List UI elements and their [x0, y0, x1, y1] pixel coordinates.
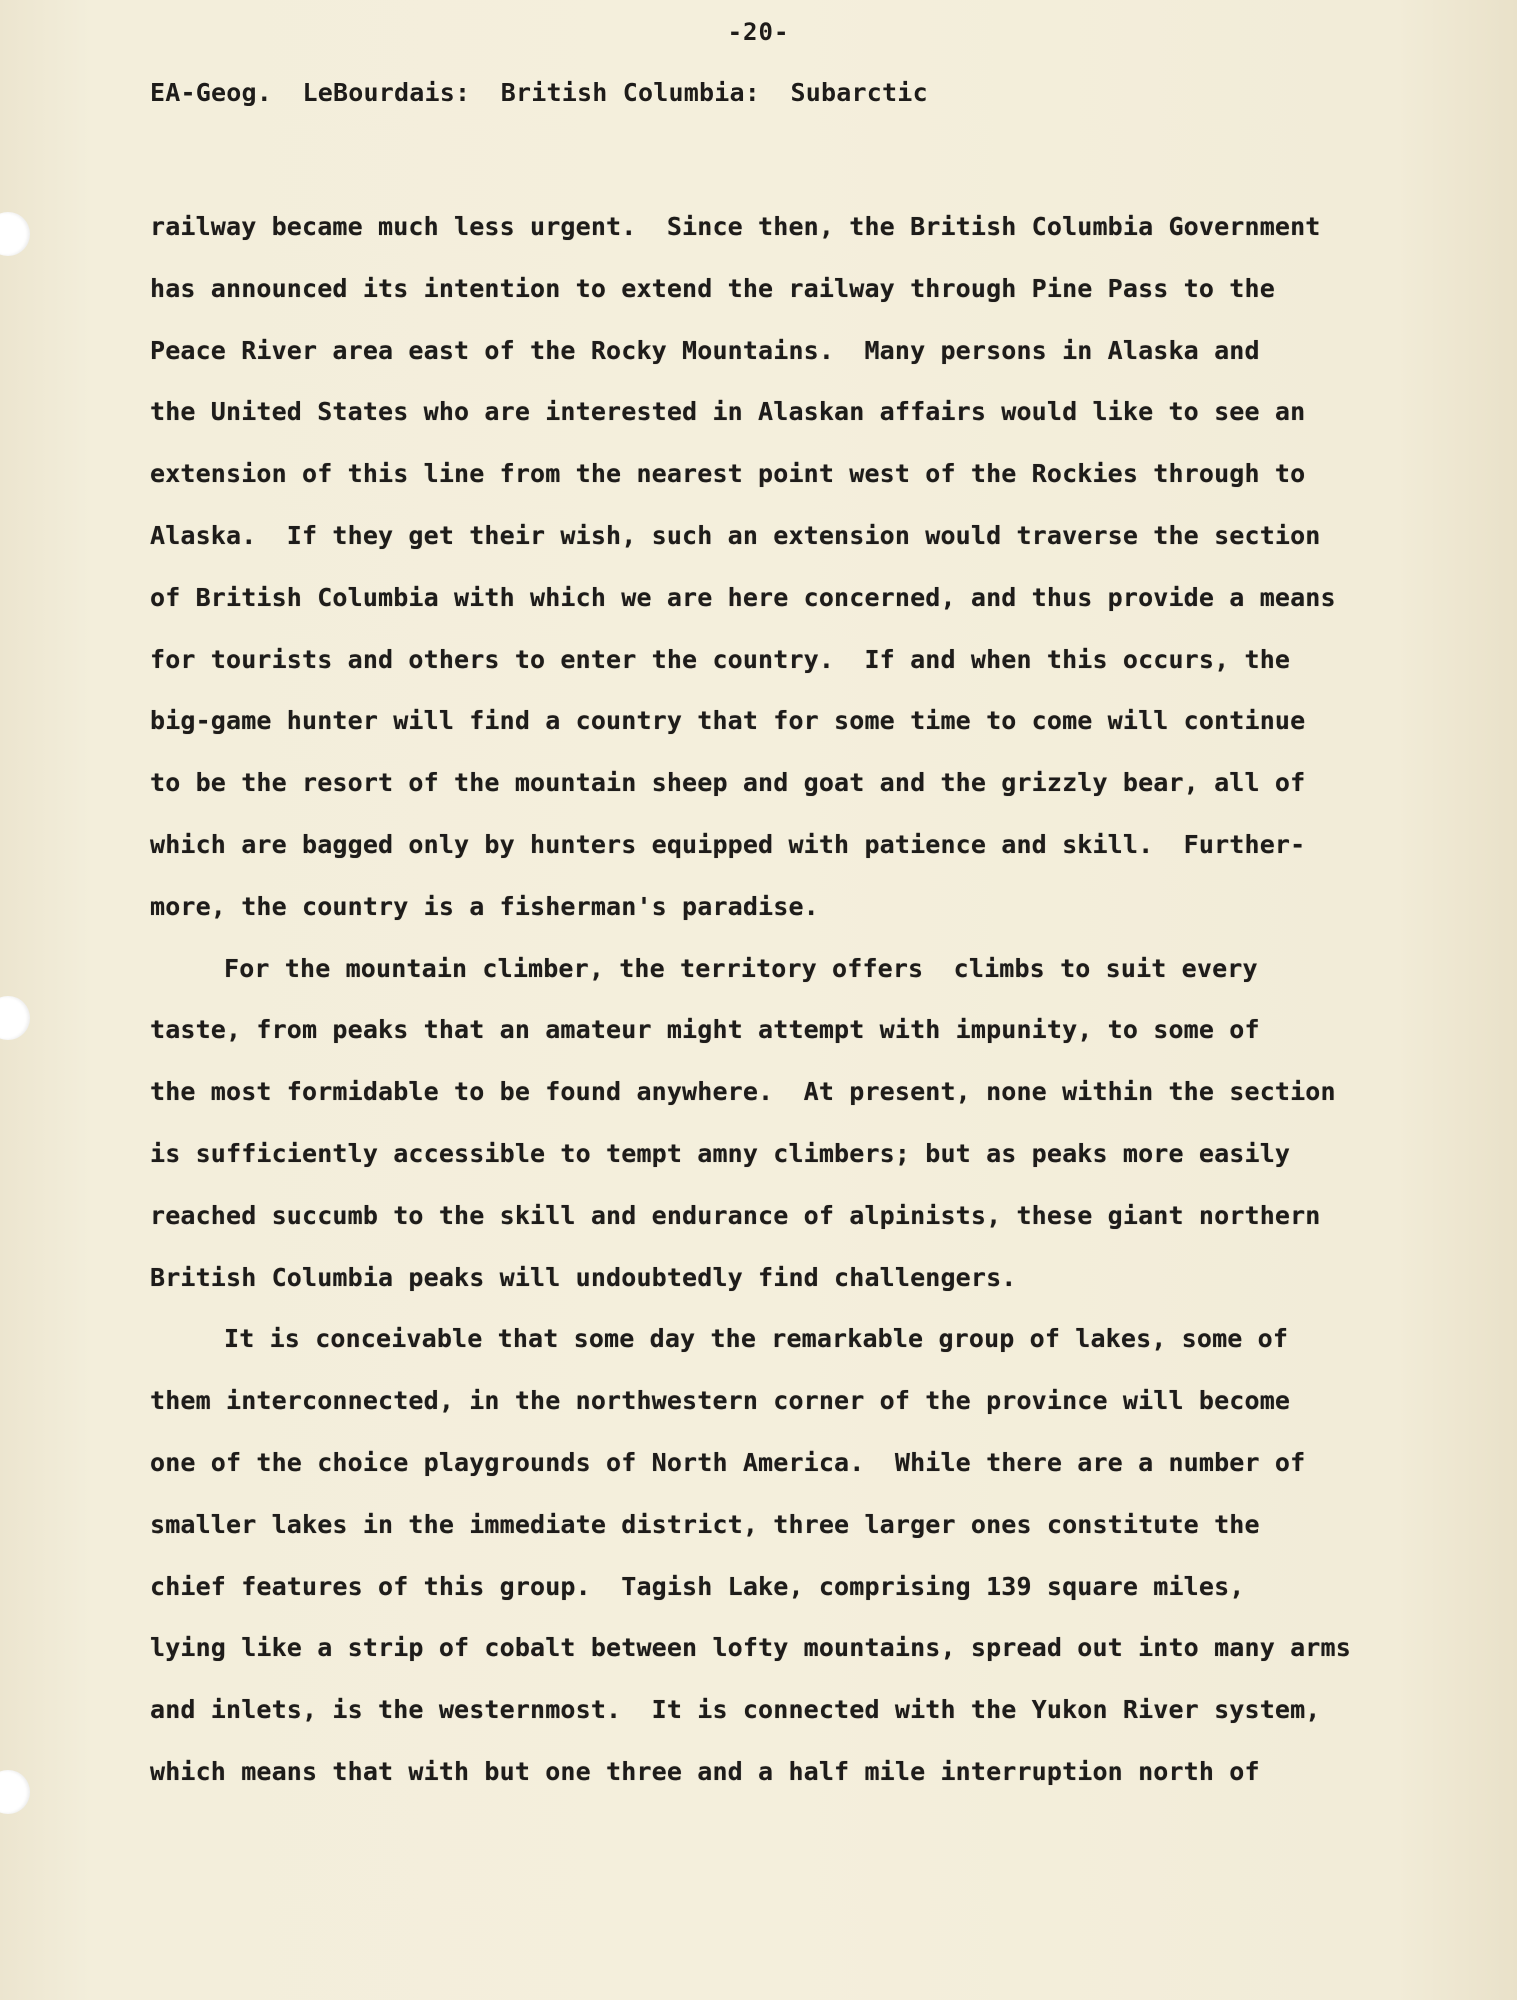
text-line: which are bagged only by hunters equipped with patience and skill. Further- — [150, 829, 1306, 859]
text-line: for tourists and others to enter the country. If and when this occurs, the — [150, 644, 1291, 674]
text-line: smaller lakes in the immediate district, three larger ones constitute the — [150, 1509, 1260, 1539]
text-line: chief features of this group. Tagish Lake, comprising 139 square miles, — [150, 1571, 1245, 1601]
text-line: railway became much less urgent. Since then, the British Columbia Government — [150, 212, 1321, 241]
text-line: of British Columbia with which we are here concerned, and thus provide a means — [150, 582, 1336, 612]
text-line: extension of this line from the nearest point west of the Rockies through to — [150, 459, 1306, 489]
text-line: the United States who are interested in Alaskan affairs would like to see an — [150, 397, 1306, 427]
text-line: Alaska. If they get their wish, such an extension would traverse the section — [150, 520, 1321, 550]
text-line: Peace River area east of the Rocky Mountains. Many persons in Alaska and — [150, 335, 1260, 365]
page-number: -20- — [727, 18, 790, 46]
paragraph — [150, 938, 1370, 1309]
text-line: the most formidable to be found anywhere. At present, none within the section — [150, 1077, 1336, 1107]
text-line: is sufficiently accessible to tempt amny climbers; but as peaks more easily — [150, 1138, 1291, 1168]
text-line: one of the choice playgrounds of North America. While there are a number of — [150, 1447, 1306, 1477]
punch-hole-top — [0, 212, 30, 256]
text-line: more, the country is a fisherman's paradise. — [150, 891, 819, 921]
text-line: For the mountain climber, the territory offers climbs to suit every — [224, 953, 1258, 983]
text-line: big-game hunter will find a country that for some time to come will continue — [150, 706, 1306, 736]
text-line: taste, from peaks that an amateur might attempt with impunity, to some of — [150, 1015, 1260, 1045]
text-line: and inlets, is the westernmost. It is connected with the Yukon River system, — [150, 1695, 1321, 1725]
text-line: It is conceivable that some day the remarkable group of lakes, some of — [224, 1324, 1289, 1354]
paragraph — [150, 196, 1370, 938]
punch-hole-middle — [0, 996, 30, 1040]
punch-hole-bottom — [0, 1770, 30, 1814]
text-line: British Columbia peaks will undoubtedly find challengers. — [150, 1262, 1017, 1292]
text-line: them interconnected, in the northwestern corner of the province will become — [150, 1386, 1291, 1416]
paragraph — [150, 1308, 1370, 1802]
text-line: lying like a strip of cobalt between lofty mountains, spread out into many arms — [150, 1633, 1351, 1663]
body-text — [150, 196, 1370, 1803]
document-header: EA-Geog. LeBourdais: British Columbia: Subarctic — [150, 78, 928, 107]
text-line: reached succumb to the skill and endurance of alpinists, these giant northern — [150, 1200, 1321, 1230]
text-line: has announced its intention to extend the railway through Pine Pass to the — [150, 273, 1275, 303]
text-line: to be the resort of the mountain sheep and goat and the grizzly bear, all of — [150, 768, 1306, 798]
text-line: which means that with but one three and a half mile interruption north of — [150, 1756, 1260, 1786]
